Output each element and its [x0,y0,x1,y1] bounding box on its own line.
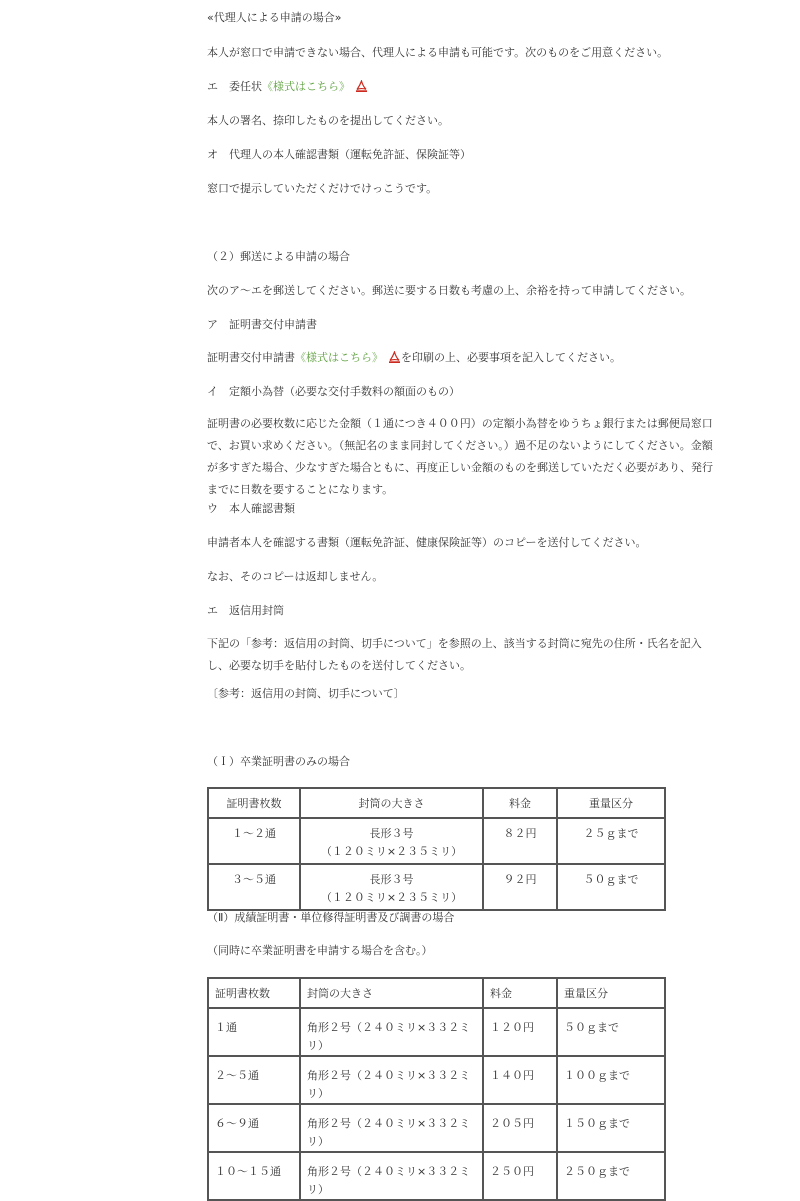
mail-item-a-text [207,349,621,367]
agent-item-e [207,78,367,96]
table-cell-weight: ５０ｇまで [557,864,665,910]
table-cell-fee: ２０５円 [483,1104,557,1152]
agent-item-o-note: 窓口で提示していただくだけでけっこうです。 [207,182,438,195]
envelope-table-graduation [207,787,666,911]
envelope-size: 角形２号（２４０ミリ×３３２ミ [307,1165,471,1178]
envelope-table-transcript [207,977,666,1201]
agent-item-e-note: 本人の署名、捺印したものを提出してください。 [207,114,449,127]
envelope-size: 角形２号（２４０ミリ×３３２ミ [307,1021,471,1034]
mail-item-i-label: イ 定額小為替（必要な交付手数料の額面のもの） [207,385,460,398]
envelope-size: 角形２号（２４０ミリ×３３２ミ [307,1117,471,1130]
table-header-cell: 証明書枚数 [208,978,300,1008]
pdf-icon[interactable] [356,80,367,92]
table-cell-fee: １２０円 [483,1008,557,1056]
mail-item-u-label: ウ 本人確認書類 [207,502,295,515]
table-cell-weight: １００ｇまで [557,1056,665,1104]
mail-item-e-text: 下記の「参考：返信用の封筒、切手について」を参照の上、該当する封筒に宛先の住所・氏名を記入し、必要な切手を貼付したものを送付してください。 [207,637,702,672]
table-cell-count: ３～５通 [208,864,300,910]
table-cell-weight: ２５０ｇまで [557,1152,665,1200]
table-cell-fee: ８２円 [483,818,557,864]
table2-caption: （Ⅱ）成績証明書・単位修得証明書及び調書の場合 [207,911,455,924]
mail-item-u-text: 申請者本人を確認する書類（運転免許証、健康保険証等）のコピーを送付してください。 [207,536,647,549]
mail-item-a-form-link[interactable]: 《様式はこちら》 [295,351,383,364]
envelope-dimensions: （１２０ミリ×２３５ミリ） [320,891,463,904]
envelope-size-cont: リ） [307,1183,329,1196]
agent-item-o-label: オ 代理人の本人確認書類（運転免許証、保険証等） [207,148,471,161]
table-cell-envelope [300,1104,483,1152]
mail-heading: （２）郵送による申請の場合 [207,250,350,263]
table-cell-count: ６～９通 [208,1104,300,1152]
table-cell-weight: ２５ｇまで [557,818,665,864]
table-cell-weight: １５０ｇまで [557,1104,665,1152]
table-header-cell: 料金 [483,788,557,818]
table-header-row [208,788,665,818]
table-cell-envelope [300,864,483,910]
mail-item-a-text-before: 証明書交付申請書 [207,351,295,364]
table-header-cell: 重量区分 [557,788,665,818]
agent-item-e-label: エ 委任状 [207,80,262,93]
table-cell-envelope [300,1056,483,1104]
pdf-icon[interactable] [389,351,400,363]
mail-intro: 次のア～エを郵送してください。郵送に要する日数も考慮の上、余裕を持って申請してください。 [207,284,691,297]
table-header-cell: 料金 [483,978,557,1008]
table-header-cell: 封筒の大きさ [300,978,483,1008]
mail-item-e-label: エ 返信用封筒 [207,604,284,617]
mail-item-u-note: なお、そのコピーは返却しません。 [207,570,384,583]
agent-heading: «代理人による申請の場合» [207,11,342,24]
table-cell-weight: ５０ｇまで [557,1008,665,1056]
table-header-cell: 封筒の大きさ [300,788,483,818]
mail-item-i-text: 証明書の必要枚数に応じた金額（１通につき４００円）の定額小為替をゆうちょ銀行または郵便局窓口で、お買い求めください。（無記名のまま同封してください。）過不足のないようにしてください。金額が多すぎた場合、少なすぎた場合ともに、再度正しい金額のものを郵送していただく必要があり、発行までに日数を要することになります。 [207,417,713,496]
table-cell-count: １通 [208,1008,300,1056]
envelope-size-cont: リ） [307,1087,329,1100]
table-cell-fee: ２５０円 [483,1152,557,1200]
reference-heading: 〔参考：返信用の封筒、切手について〕 [207,687,405,700]
mail-item-a-label: ア 証明書交付申請書 [207,318,317,331]
envelope-size-cont: リ） [307,1135,329,1148]
table-cell-count: ２～５通 [208,1056,300,1104]
agent-intro: 本人が窓口で申請できない場合、代理人による申請も可能です。次のものをご用意ください。 [207,46,669,59]
envelope-size: 角形２号（２４０ミリ×３３２ミ [307,1069,471,1082]
table-header-cell: 証明書枚数 [208,788,300,818]
envelope-size: 長形３号 [369,827,414,840]
mail-item-a-text-after: を印刷の上、必要事項を記入してください。 [401,351,621,364]
table-cell-fee: ９２円 [483,864,557,910]
envelope-size: 長形３号 [369,873,414,886]
table-header-row [208,978,665,1008]
table-row [208,1056,665,1104]
table-header-cell: 重量区分 [557,978,665,1008]
table1-caption: （Ｉ）卒業証明書のみの場合 [207,755,350,768]
agent-item-e-form-link[interactable]: 《様式はこちら》 [262,80,350,93]
table-cell-envelope [300,1008,483,1056]
table-cell-fee: １４０円 [483,1056,557,1104]
envelope-size-cont: リ） [307,1039,329,1052]
table-row [208,864,665,910]
envelope-dimensions: （１２０ミリ×２３５ミリ） [320,845,463,858]
table-cell-envelope [300,818,483,864]
table-cell-count: １０～１５通 [208,1152,300,1200]
table-row [208,1104,665,1152]
table-row [208,818,665,864]
table-cell-count: １～２通 [208,818,300,864]
table-row [208,1008,665,1056]
table2-caption-note: （同時に卒業証明書を申請する場合を含む。） [207,944,433,957]
